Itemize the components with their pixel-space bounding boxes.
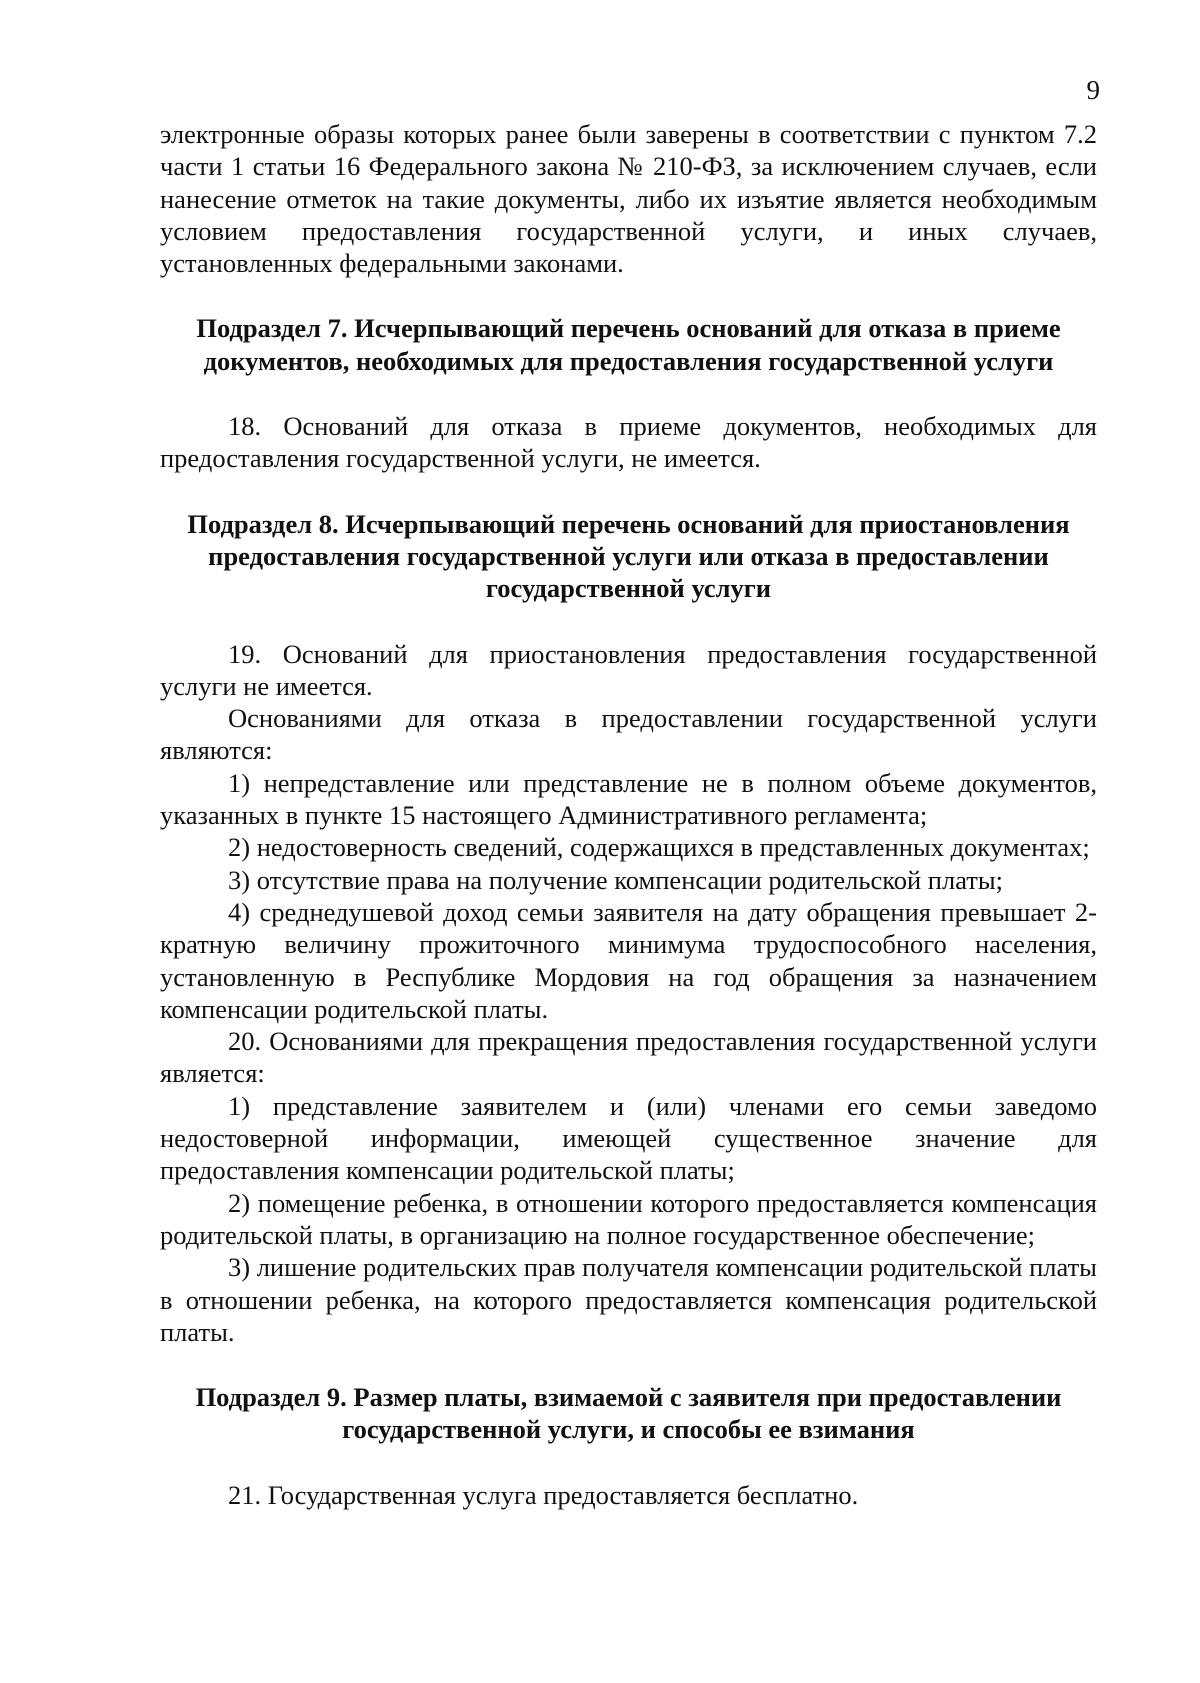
paragraph-20-item-3: 3) лишение родительских прав получателя компенсации родительской платы в отношении ребенка, на которого предоставляется компенсация родительской платы. — [160, 1252, 1097, 1347]
paragraph-18: 18. Оснований для отказа в приеме документов, необходимых для предоставления государственной услуги, не имеется. — [160, 411, 1097, 474]
document-body — [160, 118, 1097, 1511]
page-number: 9 — [1086, 75, 1100, 105]
paragraph-19: 19. Оснований для приостановления предоставления государственной услуги не имеется. — [160, 638, 1097, 701]
paragraph-19-refusal-grounds: Основаниями для отказа в предоставлении государственной услуги являются: — [160, 703, 1097, 766]
paragraph-20-item-2: 2) помещение ребенка, в отношении которого предоставляется компенсация родительской платы, в организацию на полное государственное обеспечение; — [160, 1187, 1097, 1250]
subsection-7-heading: Подраздел 7. Исчерпывающий перечень оснований для отказа в приеме документов, необходимых для предоставления государственной услуги — [196, 313, 1061, 376]
paragraph-20-item-1: 1) представление заявителем и (или) членами его семьи заведомо недостоверной информации, имеющей существенное значение для предоставления компенсации родительской платы; — [160, 1090, 1097, 1186]
paragraph-19-item-2: 2) недостоверность сведений, содержащихся в представленных документах; — [228, 832, 1090, 863]
paragraph-20: 20. Основаниями для прекращения предоставления государственной услуги является: — [160, 1026, 1097, 1089]
paragraph-continued: электронные образы которых ранее были заверены в соответствии с пунктом 7.2 части 1 статьи 16 Федерального закона № 210-ФЗ, за исключением случаев, если нанесение отметок на такие документы, либо их изъятие является необходимым условием предоставления государственной услуги, и иных случаев, установленных федеральными законами. — [160, 119, 1097, 279]
subsection-9-heading: Подраздел 9. Размер платы, взимаемой с заявителя при предоставлении государственной услуги, и способы ее взимания — [195, 1382, 1062, 1445]
paragraph-19-item-4: 4) среднедушевой доход семьи заявителя на дату обращения превышает 2-кратную величину прожиточного минимума трудоспособного населения, установленную в Республике Мордовия на год обращения за назначением компенсации родительской платы. — [160, 896, 1097, 1024]
paragraph-21: 21. Государственная услуга предоставляется бесплатно. — [228, 1479, 859, 1510]
paragraph-19-item-3: 3) отсутствие права на получение компенсации родительской платы; — [228, 864, 1004, 895]
subsection-8-heading: Подраздел 8. Исчерпывающий перечень оснований для приостановления предоставления государственной услуги или отказа в предоставлении государственной услуги — [187, 508, 1070, 604]
paragraph-19-item-1: 1) непредставление или представление не в полном объеме документов, указанных в пункте 15 настоящего Административного регламента; — [160, 767, 1097, 831]
